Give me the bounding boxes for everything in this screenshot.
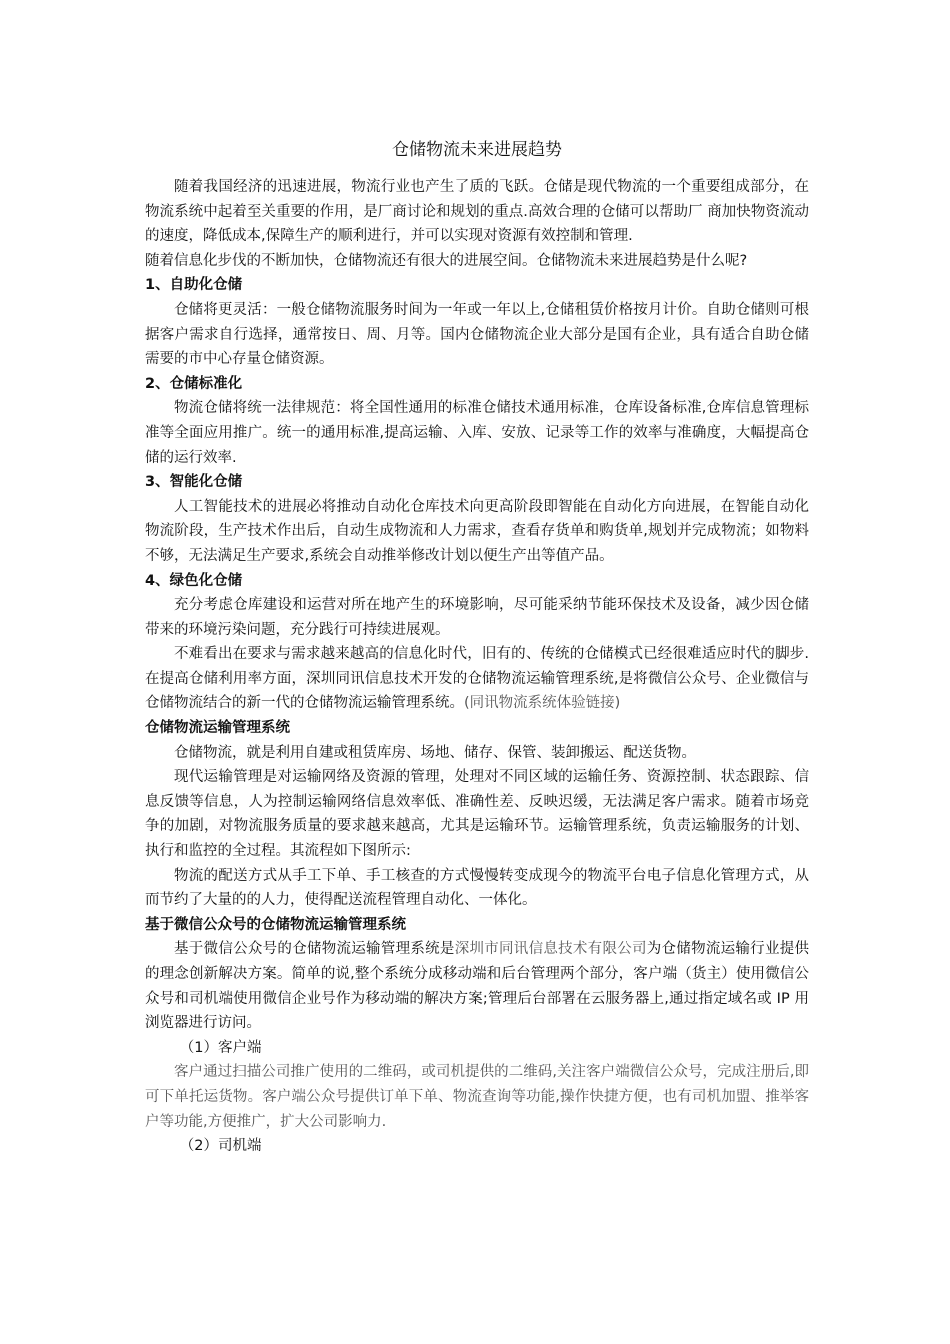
tms-paragraph-2: 现代运输管理是对运输网络及资源的管理，处理对不同区域的运输任务、资源控制、状态跟踪、信息反馈等信息，人为控制运输网络信息效率低、准确性差、反映迟缓，无法满足客户需求。随着市场竞争的加剧，对物流服务质量的要求越来越高，尤其是运输环节。运输管理系统，负责运输服务的计划、执行和监控的全过程。其流程如下图所示: xyxy=(145,769,809,860)
page-title: 仓储物流未来进展趋势 xyxy=(392,140,562,160)
tms-heading: 仓储物流运输管理系统 xyxy=(145,720,290,737)
intro-paragraph-2: 随着信息化步伐的不断加快，仓储物流还有很大的进展空间。仓储物流未来进展趋势是什么呢? xyxy=(145,252,748,269)
section-heading-self-service: 1、自助化仓储 xyxy=(145,277,243,294)
intro-paragraph-1: 随着我国经济的迅速进展，物流行业也产生了质的飞跃。仓储是现代物流的一个重要组成部分，在物流系统中起着至关重要的作用，是厂商讨论和规划的重点.高效合理的仓储可以帮助厂 商加快物资流动的速度，降低成本,保障生产的顺利进行，并可以实现对资源有效控制和管理. xyxy=(145,179,809,245)
section-body-green: 充分考虑仓库建设和运营对所在地产生的环境影响，尽可能采纳节能环保技术及设备，减少因仓储带来的环境污染问题，充分践行可持续进展观。 xyxy=(145,597,809,638)
wechat-tms-text-a: 基于微信公众号的仓储物流运输管理系统是 xyxy=(174,941,455,958)
tms-paragraph-3: 物流的配送方式从手工下单、手工核查的方式慢慢转变成现今的物流平台电子信息化管理方式，从而节约了大量的的人力，使得配送流程管理自动化、一体化。 xyxy=(145,867,809,909)
wechat-tms-heading: 基于微信公众号的仓储物流运输管理系统 xyxy=(145,916,406,933)
conclusion-paragraph xyxy=(145,642,809,716)
section-body-standardization: 物流仓储将统一法律规范：将全国性通用的标准仓储技术通用标准，仓库设备标准,仓库信息管理标准等全面应用推广。统一的通用标准,提高运输、入库、安放、记录等工作的效率与准确度，大幅提高仓储的运行效率. xyxy=(145,400,809,466)
client-subheading: （1）客户端 xyxy=(179,1039,262,1056)
section-heading-green: 4、绿色化仓储 xyxy=(145,572,243,589)
section-body-self-service: 仓储将更灵活：一般仓储物流服务时间为一年或一年以上,仓储租赁价格按月计价。自助仓储则可根据客户需求自行选择，通常按日、周、月等。国内仓储物流企业大部分是国有企业，具有适合自助仓储需要的市中心存量仓储资源。 xyxy=(145,301,809,368)
company-name: 深圳市同讯信息技术有限公司 xyxy=(454,941,647,958)
conclusion-text: 不难看出在要求与需求越来越高的信息化时代，旧有的、传统的仓储模式已经很难适应时代的脚步.在提高仓储利用率方面，深圳同讯信息技术开发的仓储物流运输管理系统,是将微信公众号、企业微信与仓储物流结合的新一代的仓储物流运输管理系统。 xyxy=(145,646,809,712)
wechat-tms-text-b: 为仓储物流运输行业提供的理念创新解决方案。简单的说,整个系统分成移动端和后台管理两个部分，客户端（货主）使用微信公众号和司机端使用微信企业号作为移动端的解决方案;管理后台部署在云服务器上,通过指定域名或 IP 用浏览器进行访问。 xyxy=(145,941,810,1032)
section-heading-standardization: 2、仓储标准化 xyxy=(145,375,243,392)
experience-link[interactable]: (同讯物流系统体验链接) xyxy=(464,695,621,712)
client-body: 客户通过扫描公司推广使用的二维码，或司机提供的二维码,关注客户端微信公众号，完成注册后,即可下单托运货物。客户端公众号提供订单下单、物流查询等功能,操作快捷方便，也有司机加盟、推举客户等功能,方便推广，扩大公司影响力. xyxy=(145,1064,809,1130)
wechat-tms-paragraph xyxy=(145,937,809,1035)
section-heading-intelligent: 3、智能化仓储 xyxy=(145,474,243,491)
document-page xyxy=(145,136,809,1159)
tms-paragraph-1: 仓储物流，就是利用自建或租赁库房、场地、储存、保管、装卸搬运、配送货物。 xyxy=(174,744,696,761)
section-body-intelligent: 人工智能技术的进展必将推动自动化仓库技术向更高阶段即智能在自动化方向进展，在智能自动化物流阶段，生产技术作出后，自动生成物流和人力需求，查看存货单和购货单,规划并完成物流；如物料不够，无法满足生产要求,系统会自动推举修改计划以便生产出等值产品。 xyxy=(145,498,809,564)
driver-subheading: （2）司机端 xyxy=(179,1138,262,1155)
